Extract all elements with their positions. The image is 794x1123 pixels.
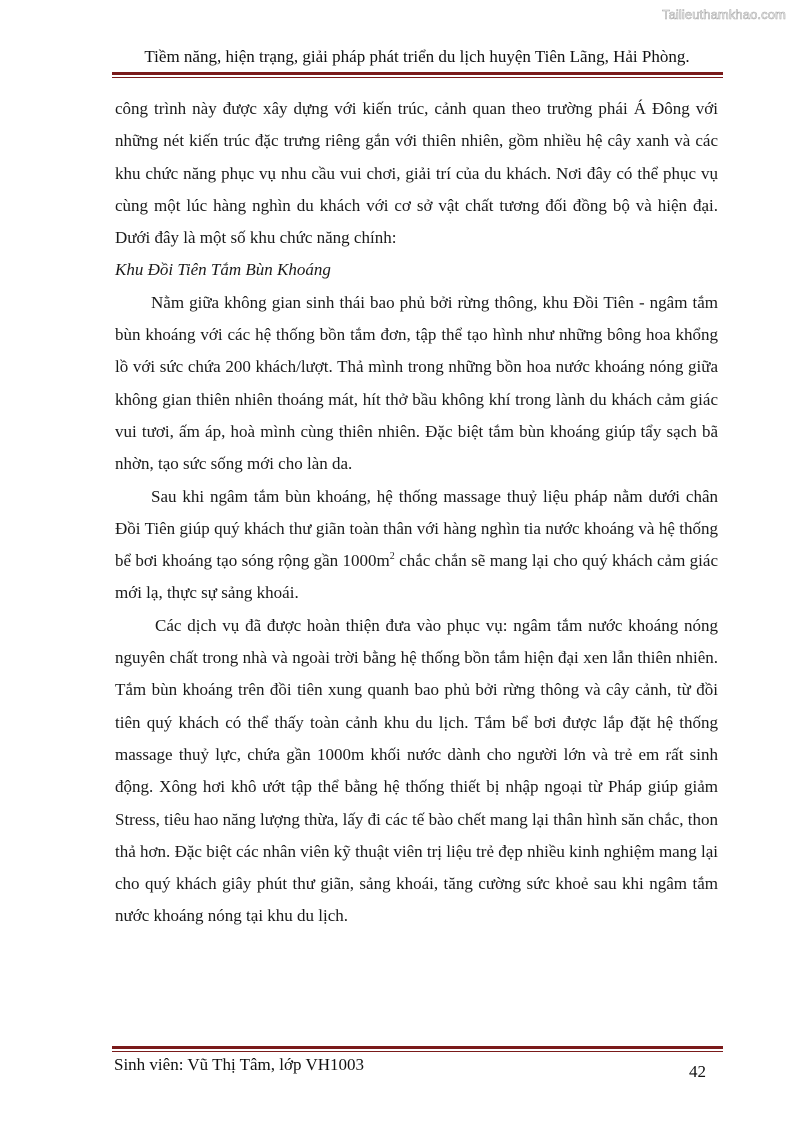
page-number: 42 xyxy=(689,1062,706,1081)
paragraph-2: Nằm giữa không gian sinh thái bao phủ bởi rừng thông, khu Đồi Tiên - ngâm tắm bùn khoáng với các hệ thống bồn tắm đơn, tập thể tạo hình như những bông hoa khổng lồ với sức chứa 200 khách/lượt. Thả mình trong những bồn hoa nước khoáng nóng giữa không gian thiên nhiên thoáng mát, hít thở bầu không khí trong lành du khách cảm giác vui tươi, ấm áp, hoà mình cùng thiên nhiên. Đặc biệt tắm bùn khoáng giúp tẩy sạch bã nhờn, tạo sức sống mới cho làn da. xyxy=(115,292,718,474)
footer-rule-thin xyxy=(112,1051,723,1052)
footer-student-info: Sinh viên: Vũ Thị Tâm, lớp VH1003 xyxy=(114,1055,364,1074)
paragraph-3-text-a: Sau khi ngâm tắm bùn khoáng, hệ thống massage thuỷ liệu pháp nằm dưới chân Đồi Tiên giúp quý khách thư giãn toàn thân với hàng nghìn tia nước khoáng và hệ thống bể bơi khoáng tạo sóng rộng gần 1000m xyxy=(115,486,718,571)
paragraph-3 xyxy=(115,481,718,610)
watermark: Tailieuthamkhao.com xyxy=(661,7,786,22)
body-text xyxy=(115,93,718,933)
paragraph-4: Các dịch vụ đã được hoàn thiện đưa vào phục vụ: ngâm tắm nước khoáng nóng nguyên chất trong nhà và ngoài trời bằng hệ thống bồn tắm hiện đại xen lẫn thiên nhiên. Tắm bùn khoáng trên đồi tiên xung quanh bao phủ bởi rừng thông và cây cảnh, từ đồi tiên quý khách có thể thấy toàn cảnh khu du lịch. Tắm bể bơi được lắp đặt hệ thống massage thuỷ lực, chứa gần 1000m khối nước dành cho người lớn và trẻ em rất sinh động. Xông hơi khô ướt tập thể bằng hệ thống thiết bị nhập ngoại từ Pháp giúp giảm Stress, tiêu hao năng lượng thừa, lấy đi các tế bào chết mang lại thân hình săn chắc, thon thả hơn. Đặc biệt các nhân viên kỹ thuật viên trị liệu trẻ đẹp nhiều kinh nghiệm mang lại cho quý khách giây phút thư giãn, sảng khoái, tăng cường sức khoẻ sau khi ngâm tắm nước khoáng nóng tại khu du lịch. xyxy=(115,615,718,926)
superscript-2: 2 xyxy=(389,551,395,563)
paragraph-1: công trình này được xây dựng với kiến trúc, cảnh quan theo trường phái Á Đông với những nét kiến trúc đặc trưng riêng gắn với thiên nhiên, gồm nhiều hệ cây xanh và các khu chức năng phục vụ nhu cầu vui chơi, giải trí của du khách. Nơi đây có thể phục vụ cùng một lúc hàng nghìn du khách với cơ sở vật chất tương đối đồng bộ và hiện đại. Dưới đây là một số khu chức năng chính: xyxy=(115,99,718,248)
header-rule-thick xyxy=(112,72,723,75)
header-rule-thin xyxy=(112,77,723,78)
section-heading: Khu Đồi Tiên Tắm Bùn Khoáng xyxy=(115,260,331,280)
paragraph-3-text-b: chắc chắn sẽ mang lại cho quý khách cảm giác mới lạ, thực sự sảng khoái. xyxy=(115,551,718,603)
page-header-title: Tiềm năng, hiện trạng, giải pháp phát triển du lịch huyện Tiên Lãng, Hải Phòng. xyxy=(144,47,690,66)
footer-rule-thick xyxy=(112,1046,723,1049)
